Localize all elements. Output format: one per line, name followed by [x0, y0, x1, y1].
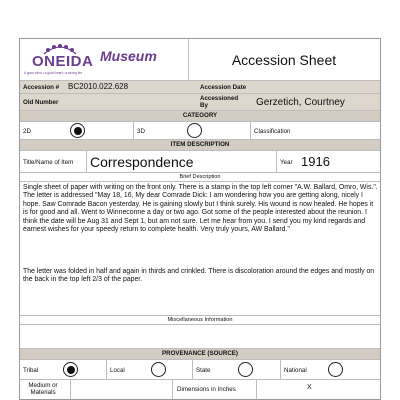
provenance-national-radio[interactable]: [328, 362, 343, 377]
provenance-tribal-radio[interactable]: [63, 362, 78, 377]
brief-description-paragraph: The letter was folded in half and again in thirds and crinkled. There is discoloration around the edges and mostly on the back in the top left 2/3 of the paper.: [23, 268, 375, 284]
logo-tagline: A good mind • a good heart • a strong fire: [24, 71, 83, 75]
provenance-heading: PROVENANCE (SOURCE): [20, 349, 380, 360]
old-number-label: Old Number: [23, 99, 59, 106]
dimensions-label: Dimensions in Inches: [177, 386, 236, 393]
category-divider: [133, 122, 134, 139]
classification-label: Classification: [254, 128, 291, 135]
provenance-national-label: National: [284, 367, 307, 374]
category-3d-radio[interactable]: [187, 123, 202, 138]
sheet-title: Accession Sheet: [231, 52, 337, 68]
provenance-divider: [192, 360, 193, 379]
brief-description-paragraph: Single sheet of paper with writing on the front only. There is a stamp in the top left corner "A.W. Ballard, Omro, Wis.". The letter is addressed "May 18, 16, My dear Comrade Dick: I am wondering how you are getting along, nicely I hope. Saw Comrade Bacon yesterday. He is gaining slowly but I think surely. His wound is now healed. He hopes it is for good and all. Went to Winneconne a day or two ago. Got some of the people interested about the reunion. I think the date will be Aug 31 and Sept 1, but am not sure. Let me hear from you. I send you my kind regards and earnest wishes for your speedy return to complete health. Very truly yours, AW Ballard.": [23, 184, 378, 234]
dimensions-divider: [172, 380, 173, 399]
provenance-local-radio[interactable]: [151, 362, 166, 377]
brief-description-box[interactable]: [20, 182, 380, 316]
medium-dimensions-row: [20, 380, 380, 399]
item-description-heading: ITEM DESCRIPTION: [20, 140, 380, 151]
title-label: Title/Name of Item: [23, 159, 74, 166]
accessioned-by-value[interactable]: Gerzetich, Courtney: [256, 97, 345, 108]
radio-selected-dot: [74, 127, 82, 135]
year-value[interactable]: 1916: [301, 154, 330, 169]
provenance-divider: [280, 360, 281, 379]
accession-number-value[interactable]: BC2010.022.628: [68, 82, 129, 91]
title-divider: [86, 151, 87, 172]
category-divider: [250, 122, 251, 139]
brief-description-label-row: [20, 173, 380, 182]
logo-text: ONEIDA: [32, 53, 94, 70]
accession-number-label: Accession #: [23, 84, 60, 91]
misc-label-row: [20, 316, 380, 325]
category-2d-radio[interactable]: [70, 123, 85, 138]
misc-info-label: Miscellaneous Information: [167, 317, 233, 323]
provenance-local-label: Local: [110, 367, 125, 374]
old-number-row: [20, 94, 380, 111]
provenance-state-radio[interactable]: [238, 362, 253, 377]
category-2d-label: 2D: [23, 128, 31, 135]
year-divider: [276, 151, 277, 172]
provenance-tribal-label: Tribal: [23, 367, 39, 374]
category-heading: CATEGORY: [20, 111, 380, 122]
header-row: [20, 39, 380, 81]
provenance-divider: [106, 360, 107, 379]
museum-label: Museum: [100, 48, 157, 64]
accession-row: [20, 81, 380, 94]
medium-label: Medium or Materials: [28, 382, 58, 396]
title-value[interactable]: Correspondence: [90, 154, 194, 170]
accession-sheet: [19, 38, 381, 400]
provenance-row: [20, 360, 380, 380]
year-label: Year: [280, 159, 293, 166]
category-3d-label: 3D: [137, 128, 145, 135]
accession-date-label: Accession Date: [200, 84, 247, 91]
title-row: [20, 151, 380, 173]
dimensions-value[interactable]: X: [307, 384, 312, 391]
misc-info-box[interactable]: [20, 325, 380, 349]
logo: [22, 39, 98, 80]
provenance-state-label: State: [196, 367, 211, 374]
medium-divider: [70, 380, 71, 399]
dimensions-divider: [256, 380, 257, 399]
accessioned-by-label: Accessioned By: [200, 95, 239, 109]
brief-description-label: Brief Description: [179, 174, 221, 180]
radio-selected-dot: [67, 366, 75, 374]
category-row: [20, 122, 380, 140]
